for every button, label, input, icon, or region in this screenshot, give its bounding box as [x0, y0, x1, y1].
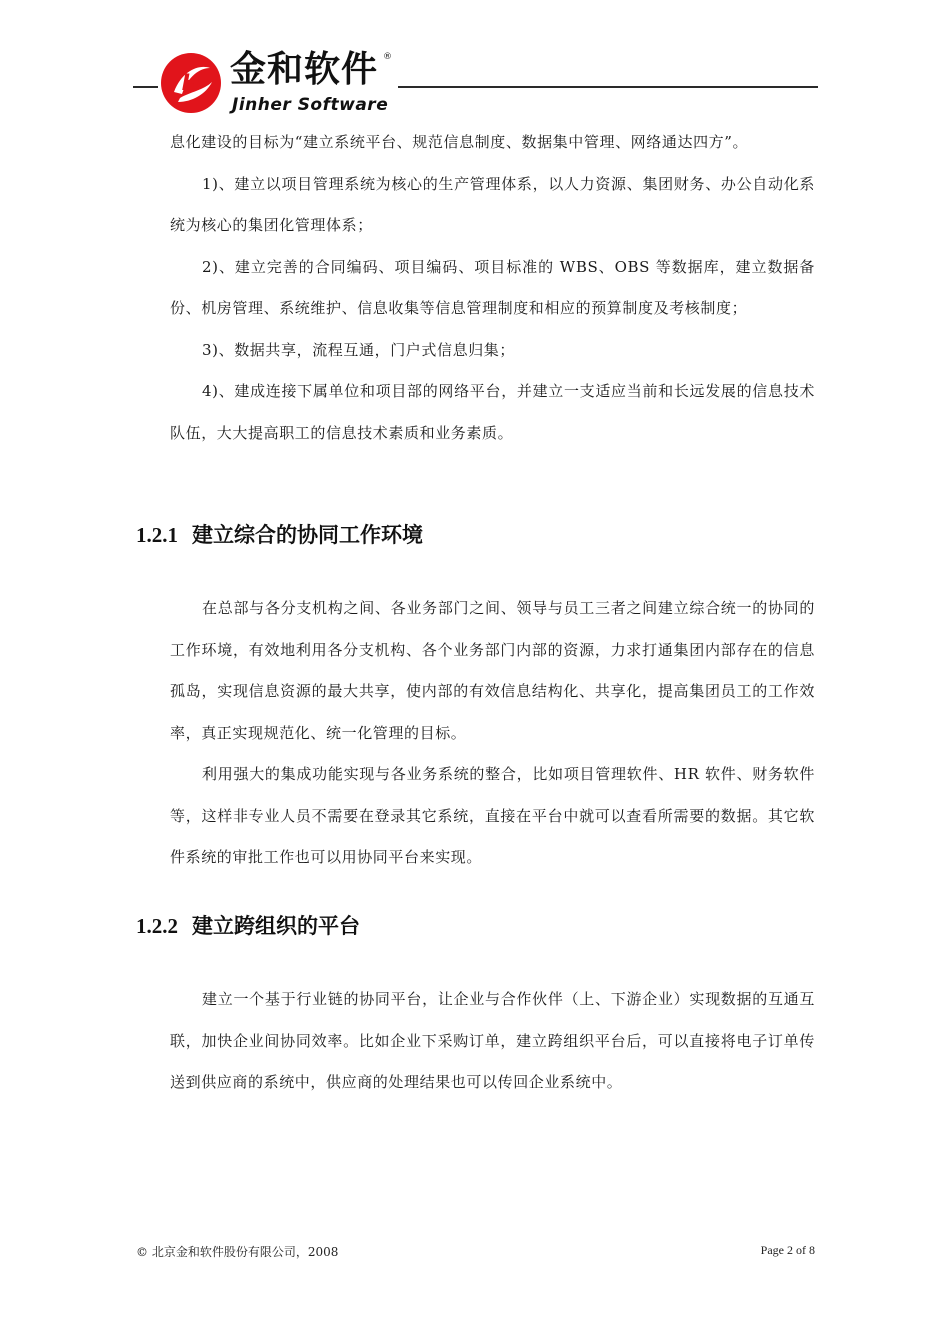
footer-copyright: © 北京金和软件股份有限公司，2008	[136, 1245, 339, 1259]
section-number: 1.2.2	[136, 914, 178, 938]
logo-english-name: Jinher Software	[232, 95, 389, 115]
header-rule-right	[398, 86, 818, 88]
logo-registered-mark: ®	[383, 52, 392, 62]
section-1-2-1-body	[170, 588, 815, 879]
logo-chinese-name: 金和软件	[230, 49, 379, 90]
intro-item-4: 4)、建成连接下属单位和项目部的网络平台，并建立一支适应当前和长远发展的信息技术队伍，大大提高职工的信息技术素质和业务素质。	[170, 382, 815, 442]
header-rule-left	[133, 86, 158, 88]
section-1-2-2-paragraph-1: 建立一个基于行业链的协同平台，让企业与合作伙伴（上、下游企业）实现数据的互通互联，加快企业间协同效率。比如企业下采购订单，建立跨组织平台后，可以直接将电子订单传送到供应商的系统中，供应商的处理结果也可以传回企业系统中。	[170, 990, 815, 1091]
intro-paragraph-0: 息化建设的目标为“建立系统平台、规范信息制度、数据集中管理、网络通达四方”。	[170, 133, 749, 151]
intro-item-1: 1)、建立以项目管理系统为核心的生产管理体系，以人力资源、集团财务、办公自动化系统为核心的集团化管理体系；	[170, 174, 815, 234]
intro-item-2: 2)、建立完善的合同编码、项目编码、项目标准的 WBS、OBS 等数据库，建立数据备份、机房管理、系统维护、信息收集等信息管理制度和相应的预算制度及考核制度；	[170, 257, 815, 317]
section-1-2-1-paragraph-1: 在总部与各分支机构之间、各业务部门之间、领导与员工三者之间建立综合统一的协同的工作环境，有效地利用各分支机构、各个业务部门内部的资源，力求打通集团内部存在的信息孤岛，实现信息资源的最大共享，使内部的有效信息结构化、共享化，提高集团员工的工作效率，真正实现规范化、统一化管理的目标。	[170, 599, 815, 742]
jinher-logo-icon	[160, 52, 222, 114]
section-heading-1-2-2	[136, 913, 360, 939]
section-number: 1.2.1	[136, 523, 178, 547]
intro-block	[170, 122, 815, 454]
intro-item-3: 3)、数据共享，流程互通，门户式信息归集；	[202, 340, 515, 359]
section-title: 建立综合的协同工作环境	[192, 522, 423, 547]
section-1-2-2-body	[170, 979, 815, 1104]
footer-page-number: Page 2 of 8	[760, 1243, 815, 1257]
section-title: 建立跨组织的平台	[192, 913, 360, 938]
page-header	[0, 0, 950, 125]
section-heading-1-2-1	[136, 522, 423, 548]
section-1-2-1-paragraph-2: 利用强大的集成功能实现与各业务系统的整合，比如项目管理软件、HR 软件、财务软件等，这样非专业人员不需要在登录其它系统，直接在平台中就可以查看所需要的数据。其它软件系统的审批工作也可以用协同平台来实现。	[170, 765, 815, 866]
logo-mark-glyph: H	[181, 71, 201, 96]
